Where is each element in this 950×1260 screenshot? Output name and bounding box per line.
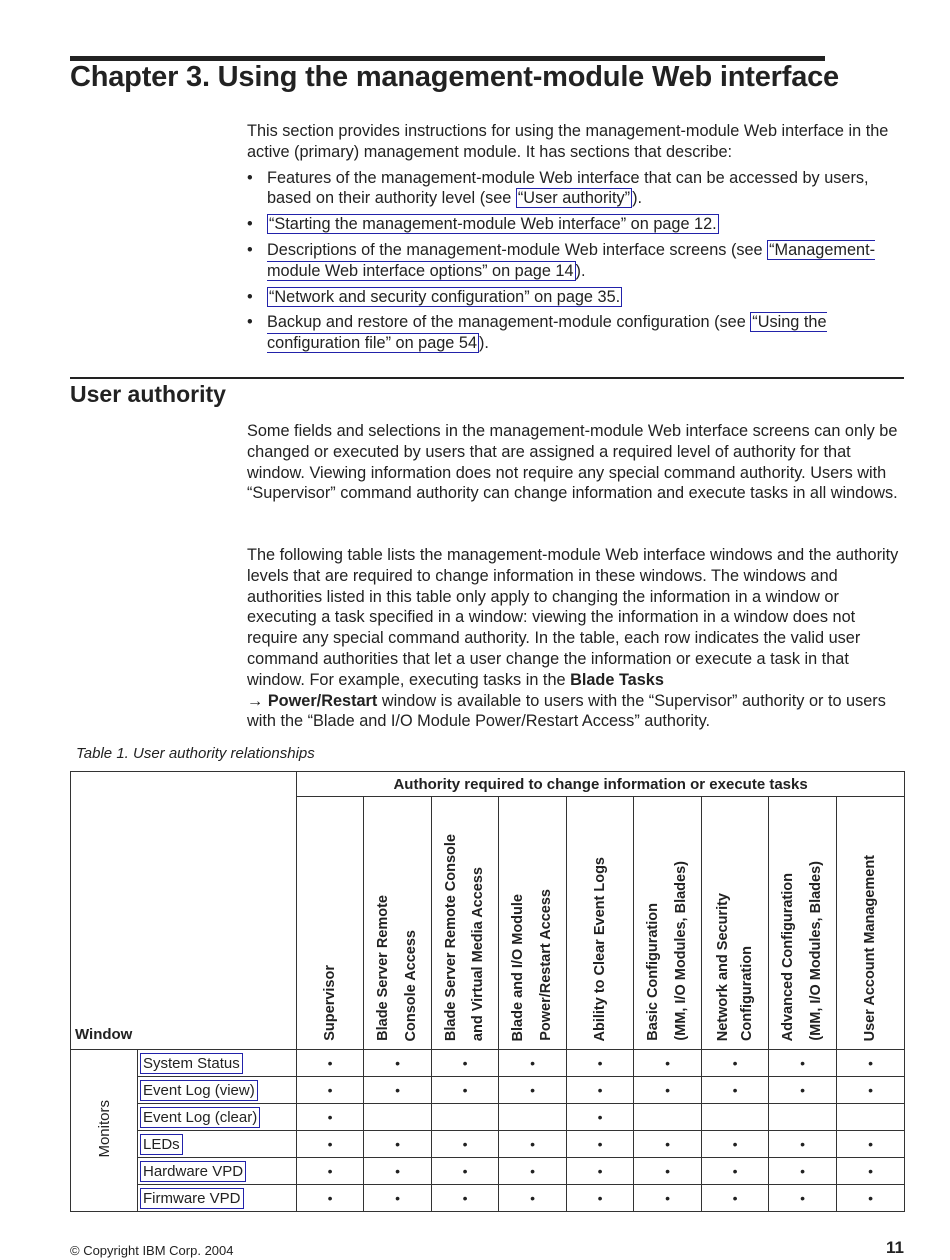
window-link[interactable]: Hardware VPD [140,1161,246,1182]
user-authority-table [70,771,905,1212]
authority-mark: • [364,1158,432,1185]
authority-mark: • [702,1077,769,1104]
intro-bullet-list [247,168,907,354]
authority-mark: • [432,1050,499,1077]
bullet-item: • Backup and restore of the management-module configuration (see “Using the configuration file” on page 54 ). [247,312,907,354]
authority-mark: • [769,1158,837,1185]
bullet-item [247,287,907,308]
bullet-item: • Features of the management-module Web interface that can be accessed by users, based on their authority level (see “User authority” ). [247,168,907,210]
authority-mark: • [837,1131,905,1158]
authority-mark: • [499,1050,567,1077]
window-name-cell [138,1050,297,1077]
authority-mark: • [634,1050,702,1077]
window-name-cell [138,1185,297,1212]
authority-span-header: Authority required to change information or execute tasks [297,772,905,797]
authority-mark: • [567,1050,634,1077]
authority-mark [702,1104,769,1131]
authority-mark: • [769,1077,837,1104]
link-web-interface-options[interactable]: “Management-module Web interface options” on page 14 [267,240,876,280]
authority-mark: • [702,1131,769,1158]
group-label-cell [71,1050,138,1212]
authority-mark: • [364,1050,432,1077]
authority-mark: • [837,1158,905,1185]
authority-mark: • [634,1158,702,1185]
authority-mark: • [364,1185,432,1212]
link-user-authority[interactable]: “User authority” [517,189,631,208]
menu-path-blade-tasks: Blade Tasks [570,670,664,689]
authority-mark: • [769,1185,837,1212]
section-rule [70,377,904,379]
column-header: Blade and I/O Module Power/Restart Access [499,797,567,1050]
window-name-cell [138,1158,297,1185]
authority-mark: • [297,1104,364,1131]
bullet-item: • Descriptions of the management-module Web interface screens (see “Management-module Web interface options” on page 14 ). [247,240,907,282]
authority-mark: • [297,1077,364,1104]
menu-path-power-restart: Power/Restart [267,691,378,710]
window-name-cell [138,1104,297,1131]
window-link[interactable]: LEDs [140,1134,183,1155]
authority-paragraph-1: Some fields and selections in the management-module Web interface screens can only be changed or executed by users that are assigned a required level of authority for that window. Viewing information does not require any special command authority. Users with “Supervisor” command authority can change information and execute tasks in all windows. [247,422,898,503]
column-header: Advanced Configuration (MM, I/O Modules, Blades) [769,797,837,1050]
table-row [71,1104,905,1131]
table-row [71,1131,905,1158]
authority-mark: • [297,1131,364,1158]
table-row [71,1158,905,1185]
copyright: © Copyright IBM Corp. 2004 [70,1243,234,1258]
authority-mark [769,1104,837,1131]
authority-mark: • [567,1131,634,1158]
group-label: Monitors [95,1099,113,1158]
authority-mark: • [769,1050,837,1077]
column-header: Ability to Clear Event Logs [567,797,634,1050]
authority-mark: • [634,1077,702,1104]
window-header: Window [71,772,297,1050]
column-header: Network and Security Configuration [702,797,769,1050]
table-body [71,1050,905,1212]
authority-mark: • [499,1131,567,1158]
authority-mark: • [634,1131,702,1158]
authority-mark: • [702,1050,769,1077]
authority-mark: • [499,1185,567,1212]
bullet-item [247,214,907,235]
window-link[interactable]: System Status [140,1053,243,1074]
authority-mark: • [297,1185,364,1212]
authority-mark: • [499,1077,567,1104]
authority-mark: • [297,1050,364,1077]
authority-mark: • [297,1158,364,1185]
authority-mark: • [837,1077,905,1104]
authority-mark: • [702,1185,769,1212]
arrow-icon: → [247,691,264,710]
window-link[interactable]: Event Log (view) [140,1080,258,1101]
authority-mark: • [499,1158,567,1185]
authority-paragraph-2: The following table lists the management-module Web interface windows and the authority levels that are required to change information in these windows. The windows and authorities listed in this table only apply to changing the information in a window or executing a task specified in a window: viewing the information in a window does not require any special command authority. In the table, each row indicates the valid user command authorities that let a user change the information or execute a task in that window. For example, executing tasks in the Blade Tasks → Power/Restart window is available to users with the “Supervisor” authority or to users with the “Blade and I/O Module Power/Restart Access” authority. [247,546,899,731]
authority-mark: • [432,1131,499,1158]
window-link[interactable]: Event Log (clear) [140,1107,260,1128]
table-row [71,1077,905,1104]
window-link[interactable]: Firmware VPD [140,1188,244,1209]
window-name-cell [138,1077,297,1104]
authority-mark: • [364,1131,432,1158]
authority-mark: • [567,1185,634,1212]
intro-section [247,121,907,359]
table-row [71,1050,905,1077]
authority-mark: • [567,1158,634,1185]
authority-mark [364,1104,432,1131]
table-caption: Table 1. User authority relationships [76,745,315,762]
authority-mark: • [837,1185,905,1212]
authority-mark [837,1104,905,1131]
authority-mark: • [364,1077,432,1104]
authority-mark: • [634,1185,702,1212]
authority-mark: • [432,1158,499,1185]
authority-mark: • [769,1131,837,1158]
authority-mark [432,1104,499,1131]
link-using-config-file[interactable]: “Using the configuration file” on page 54 [267,313,827,353]
authority-mark: • [837,1050,905,1077]
column-header: Basic Configuration (MM, I/O Modules, Blades) [634,797,702,1050]
page-number: 11 [886,1238,904,1257]
column-header: User Account Management [837,797,905,1050]
authority-mark [499,1104,567,1131]
authority-mark: • [702,1158,769,1185]
table-row [71,1185,905,1212]
chapter-title: Chapter 3. Using the management-module Web interface [70,61,839,93]
column-header: Blade Server Remote Console Access [364,797,432,1050]
authority-mark: • [567,1077,634,1104]
section-title: User authority [70,381,226,407]
column-header: Supervisor [297,797,364,1050]
intro-text: This section provides instructions for using the management-module Web interface in the active (primary) management module. It has sections that describe: [247,122,889,161]
link-starting-web-interface[interactable]: “Starting the management-module Web interface” on page 12. [269,215,717,234]
column-header: Blade Server Remote Console and Virtual Media Access [432,797,499,1050]
authority-mark: • [567,1104,634,1131]
authority-mark: • [432,1185,499,1212]
window-name-cell [138,1131,297,1158]
authority-mark: • [432,1077,499,1104]
authority-mark [634,1104,702,1131]
link-network-security-config[interactable]: “Network and security configuration” on page 35. [269,287,621,306]
